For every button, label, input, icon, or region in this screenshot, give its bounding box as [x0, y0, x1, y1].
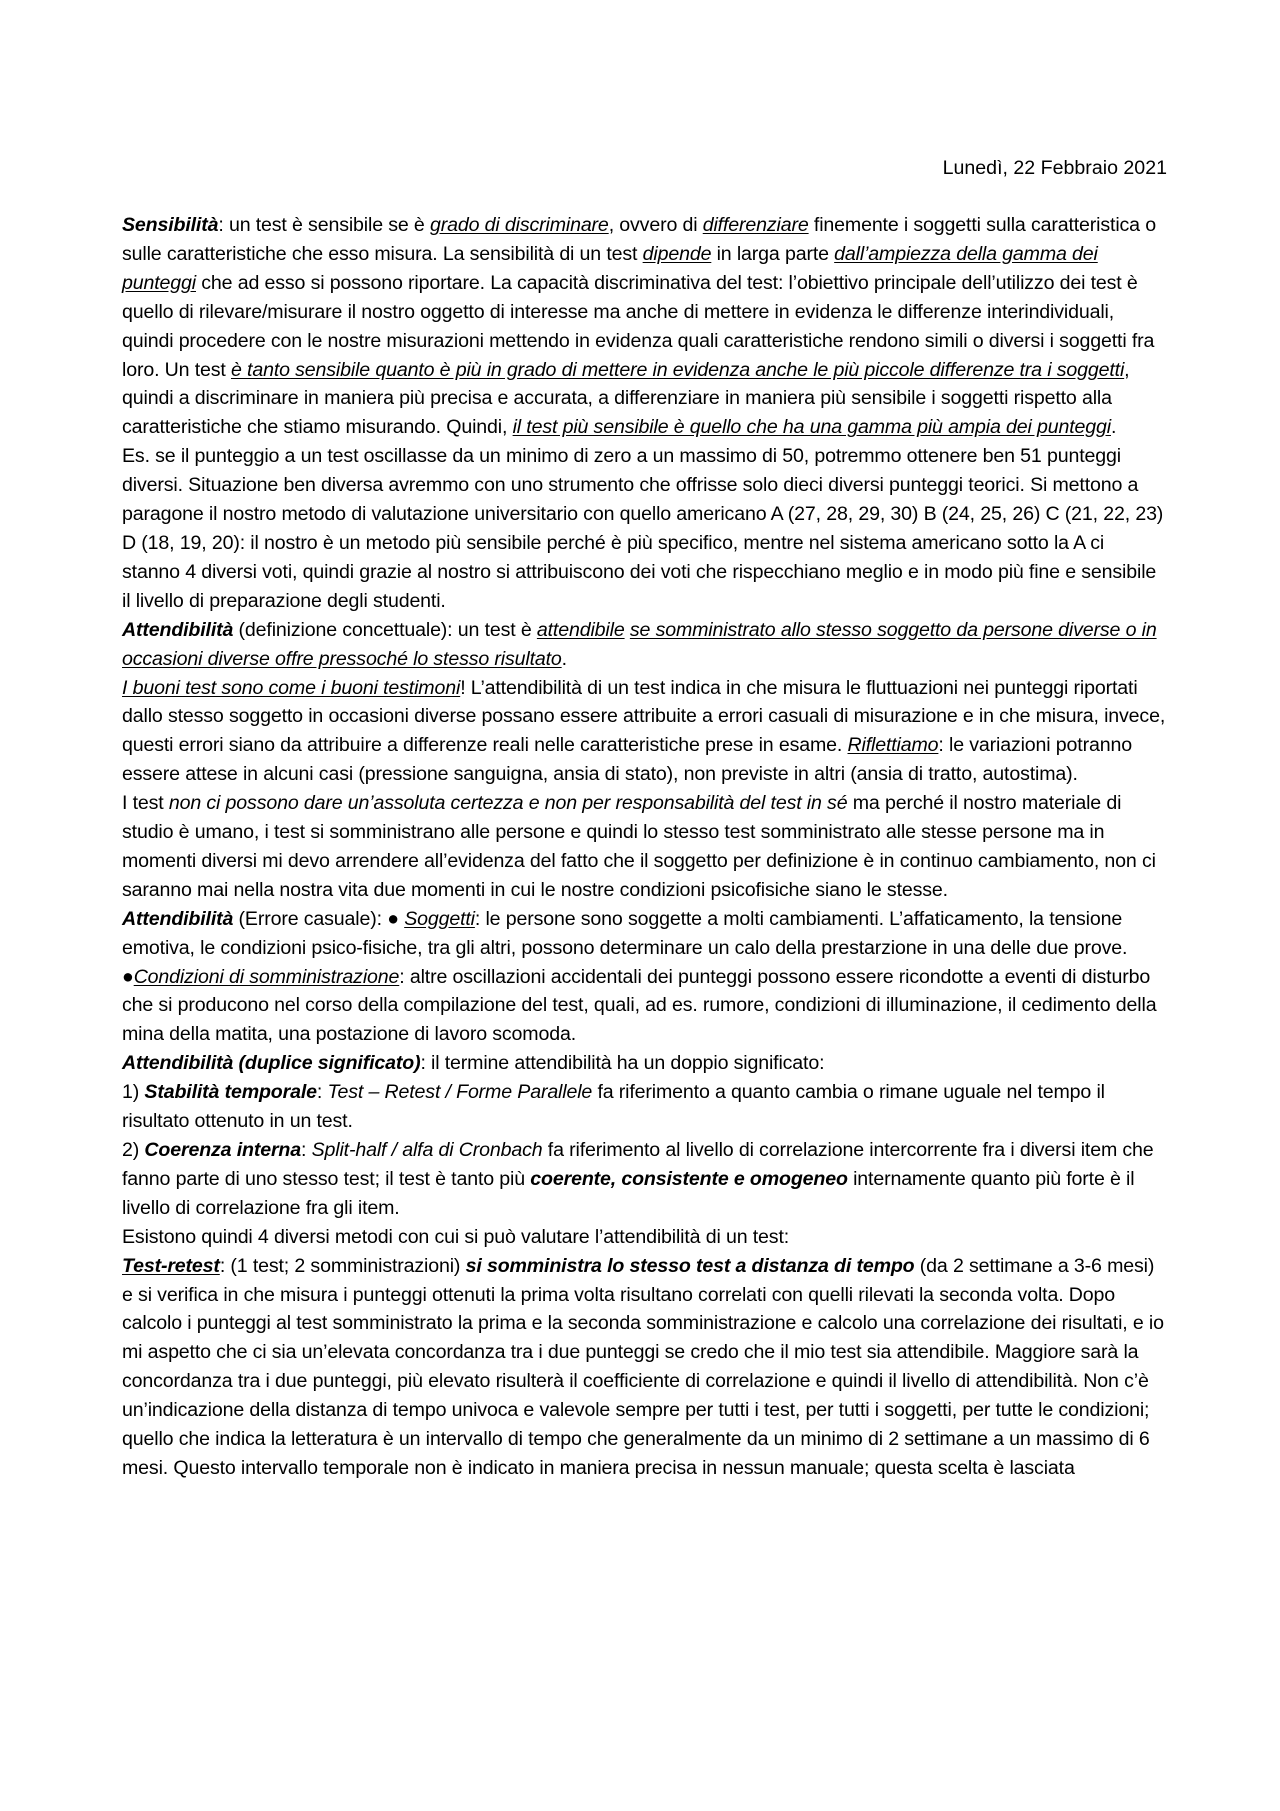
text-run: attendibile	[536, 618, 625, 641]
text-run: : il termine attendibilità ha un doppio significato:	[420, 1052, 825, 1075]
text-run: Attendibilità (duplice significato)	[122, 1052, 421, 1075]
text-run: Sensibilità	[122, 214, 219, 236]
paragraph	[122, 1223, 1167, 1252]
text-run: (definizione concettuale): un test è	[233, 618, 537, 641]
text-run: Attendibilità	[122, 907, 234, 930]
document-body	[122, 211, 1167, 1483]
text-run: :	[301, 1139, 312, 1161]
text-run: Es. se il punteggio a un test oscillasse da un minimo di zero a un massimo di 50, potremmo ottenere ben 51 punteggi diversi. Situazione ben diversa avremmo con uno strumento che offrisse solo dieci diversi punteggi teorici. Si mettono a paragone il nostro metodo di valutazione universitario con quello americano A (27, 28, 29, 30) B (24, 25, 26) C (21, 22, 23) D (18, 19, 20): il nostro è un metodo più sensibile perché è più specifico, mentre nel sistema americano sotto la A ci stanno 4 diversi voti, quindi grazie al nostro si attribuiscono dei voti che rispecchiano meglio e in modo più fine e sensibile il livello di preparazione degli studenti.	[122, 445, 1164, 612]
text-run: Coerenza interna	[144, 1139, 301, 1161]
text-run: I test	[122, 792, 169, 815]
paragraph	[122, 963, 1167, 1050]
text-run: se somministrato allo stesso soggetto da persone diverse o in occasioni diverse offre pressoché lo stesso risultato	[122, 618, 1157, 670]
text-run: ! L’attendibilità di un test indica in che misura le fluttuazioni nei punteggi riportati dallo stesso soggetto in occasioni diverse possano essere attribuite a errori casuali di misurazione e in che misura, invece, questi errori siano da attribuire a differenze reali nelle caratteristiche prese in esame.	[122, 676, 1166, 757]
paragraph	[122, 1078, 1167, 1136]
text-run: I buoni test sono come i buoni testimoni	[122, 676, 461, 699]
text-run: , ovvero di	[608, 214, 703, 236]
text-run: Soggetti	[404, 907, 475, 930]
text-run: è tanto sensibile quanto è più in grado di mettere in evidenza anche le più piccole differenze tra i soggetti	[230, 358, 1125, 381]
paragraph	[122, 674, 1167, 790]
text-run: che ad esso si possono riportare. La capacità discriminativa del test: l’obiettivo principale dell’utilizzo dei test è quello di rilevare/misurare il nostro oggetto di interesse ma anche di mettere in evidenza le differenze interindividuali, quindi procedere con le nostre misurazioni mettendo in evidenza quali caratteristiche rendono simili o diversi i soggetti fra loro. Un test	[122, 271, 1155, 381]
text-run: coerente, consistente e omogeneo	[530, 1167, 848, 1190]
text-run: fa riferimento a quanto cambia o rimane uguale nel tempo il risultato ottenuto in un test.	[122, 1081, 1105, 1133]
paragraph	[122, 1136, 1167, 1223]
text-run: Split-half / alfa di Cronbach	[311, 1139, 543, 1161]
text-run: : le persone sono soggette a molti cambiamenti. L’affaticamento, la tensione emotiva, le condizioni psico-fisiche, tra gli altri, possono determinare un calo della prestarzione in una delle due prove.	[122, 907, 1128, 959]
paragraph	[122, 442, 1167, 615]
text-run: :	[316, 1081, 328, 1104]
text-run: dall’ampiezza della gamma dei punteggi	[122, 242, 1098, 294]
text-run: ●	[122, 965, 134, 988]
text-run: (da 2 settimane a 3-6 mesi) e si verifica in che misura i punteggi ottenuti la prima volta risultano correlati con quelli rilevati la seconda volta. Dopo calcolo i punteggi al test somministrato la prima e la seconda somministrazione e calcolo una correlazione dei risultati, e io mi aspetto che ci sia un’elevata concordanza tra i due punteggi se credo che il mio test sia attendibile. Maggiore sarà la concordanza tra i due punteggi, più elevato risulterà il coefficiente di correlazione e quindi il livello di attendibilità. Non c’è un’indicazione della distanza di tempo univoca e valevole sempre per tutti i test, per tutti i soggetti, per tutte le condizioni; quello che indica la letteratura è un intervallo di tempo che generalmente da un minimo di 2 settimane a un massimo di 6 mesi. Questo intervallo temporale non è indicato in maniera precisa in nessun manuale; questa scelta è lasciata	[122, 1254, 1164, 1479]
text-run: .	[1110, 416, 1117, 439]
text-run: 2)	[122, 1139, 145, 1161]
text-run: internamente quanto più forte è il livello di correlazione fra gli item.	[122, 1167, 1135, 1219]
text-run: grado di discriminare	[429, 214, 609, 236]
text-run: : le variazioni potranno essere attese in alcuni casi (pressione sanguigna, ansia di stato), non previste in altri (ansia di tratto, autostima).	[122, 734, 1132, 786]
paragraph	[122, 211, 1167, 442]
paragraph	[122, 1049, 1167, 1078]
text-run: Test – Retest / Forme Parallele	[327, 1081, 593, 1104]
paragraph	[122, 789, 1167, 905]
text-run: (Errore casuale): ●	[233, 907, 405, 930]
text-run: Condizioni di somministrazione	[133, 965, 400, 988]
text-run: differenziare	[702, 214, 809, 236]
text-run: in larga parte	[711, 242, 835, 265]
text-run: : altre oscillazioni accidentali dei punteggi possono essere ricondotte a eventi di disturbo che si producono nel corso della compilazione del test, quali, ad es. rumore, condizioni di illuminazione, il cedimento della mina della matita, una postazione di lavoro scomoda.	[122, 965, 1157, 1046]
text-run: il test più sensibile è quello che ha una gamma più ampia dei punteggi	[512, 416, 1111, 439]
text-run: Stabilità temporale	[144, 1081, 317, 1104]
text-run: dipende	[642, 242, 712, 265]
text-run: Riflettiamo	[847, 734, 939, 757]
text-run: ma perché il nostro materiale di studio è umano, i test si somministrano alle persone e quindi lo stesso test somministrato alle stesse persone ma in momenti diversi mi devo arrendere all’evidenza del fatto che il soggetto per definizione è in continuo cambiamento, non ci saranno mai nella nostra vita due momenti in cui le nostre condizioni psicofisiche siano le stesse.	[122, 792, 1156, 901]
text-run: 1)	[122, 1081, 145, 1104]
text-run: non ci possono dare un’assoluta certezza e non per responsabilità del test in sé	[168, 792, 848, 815]
text-run: fa riferimento al livello di correlazione intercorrente fra i diversi item che fanno parte di uno stesso test; il test è tanto più	[122, 1139, 1154, 1190]
text-run: .	[561, 647, 567, 670]
text-run: : (1 test; 2 somministrazioni)	[219, 1254, 466, 1277]
text-run: si somministra lo stesso test a distanza di tempo	[465, 1254, 915, 1277]
document-date: Lunedì, 22 Febbraio 2021	[942, 157, 1167, 179]
text-run: Test-retest	[122, 1254, 220, 1277]
text-run: Attendibilità	[122, 618, 234, 641]
text-run: finemente i soggetti sulla caratteristica o sulle caratteristiche che esso misura. La sensibilità di un test	[122, 214, 1156, 265]
paragraph	[122, 905, 1167, 963]
text-run: , quindi a discriminare in maniera più precisa e accurata, a differenziare in maniera più sensibile i soggetti rispetto alla caratteristiche che stiamo misurando. Quindi,	[122, 358, 1130, 439]
text-run: Esistono quindi 4 diversi metodi con cui si può valutare l’attendibilità di un test:	[122, 1225, 790, 1248]
paragraph	[122, 1252, 1167, 1483]
text-run: : un test è sensibile se è	[218, 214, 430, 236]
paragraph	[122, 616, 1167, 674]
